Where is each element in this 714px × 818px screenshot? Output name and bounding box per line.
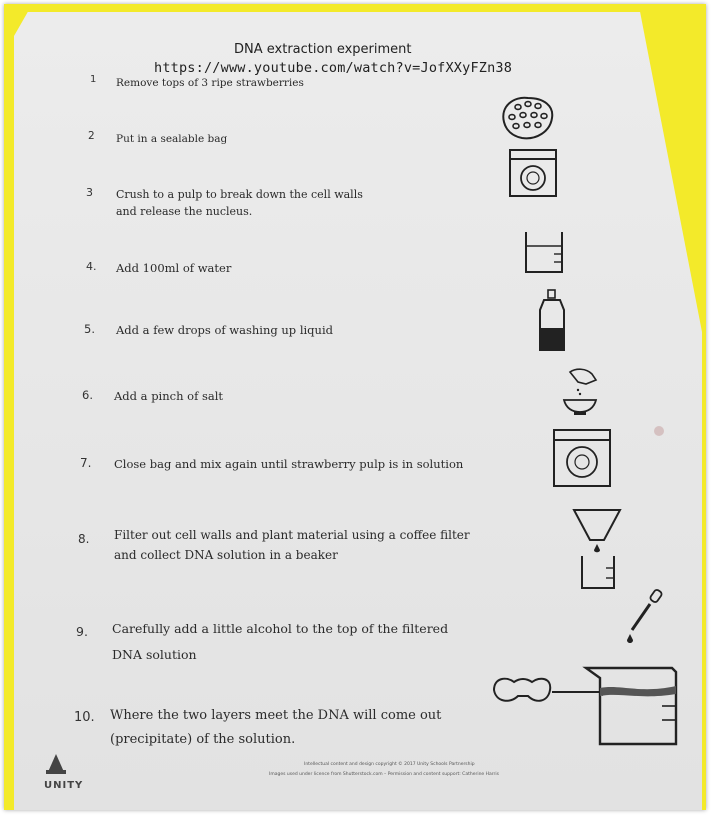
video-url: https://www.youtube.com/watch?v=JofXXyFZn38 — [154, 60, 513, 76]
sealable-bag-icon — [508, 148, 560, 200]
step-number: 1 — [90, 74, 97, 85]
paper-stain — [654, 426, 664, 436]
goggles-beaker-icon — [490, 664, 682, 748]
step-number: 10. — [74, 710, 95, 725]
washing-up-liquid-icon — [536, 288, 568, 354]
photo-frame — [4, 4, 706, 810]
step-text: Where the two layers meet the DNA will come out — [110, 708, 442, 723]
image-licence-line: Images used under licence from Shutterstock.com – Permission and content support: Catherine Harris — [269, 772, 499, 777]
step-text: Crush to a pulp to break down the cell walls — [116, 188, 363, 201]
step-number: 6. — [82, 388, 93, 402]
unity-logo-text: UNITY — [44, 780, 84, 791]
step-number: 5. — [84, 322, 95, 336]
step-text-line2: and collect DNA solution in a beaker — [114, 548, 338, 562]
step-text: Carefully add a little alcohol to the top of the filtered — [112, 621, 449, 636]
sealable-bag-icon — [550, 426, 616, 490]
step-text-line2: (precipitate) of the solution. — [110, 732, 296, 747]
salt-pinch-icon — [556, 366, 604, 416]
step-text: Put in a sealable bag — [116, 133, 228, 145]
step-text: Add 100ml of water — [116, 261, 232, 275]
step-text: Close bag and mix again until strawberry pulp is in solution — [114, 457, 464, 471]
step-number: 4. — [86, 260, 97, 273]
step-text-line2: DNA solution — [112, 647, 197, 662]
step-number: 7. — [80, 456, 92, 470]
step-number: 3 — [86, 186, 93, 199]
step-text: Add a few drops of washing up liquid — [116, 323, 333, 337]
unity-logo-icon — [42, 752, 102, 776]
step-number: 8. — [78, 532, 90, 546]
step-number: 9. — [76, 624, 88, 639]
step-text: Remove tops of 3 ripe strawberries — [116, 77, 304, 89]
step-number: 2 — [88, 130, 95, 142]
coffee-filter-icon — [570, 504, 624, 592]
dropper-icon — [622, 588, 668, 648]
step-text-line2: and release the nucleus. — [116, 205, 253, 218]
copyright-line: Intellectual content and design copyright © 2017 Unity Schools Partnership — [304, 762, 475, 767]
beaker-icon — [520, 228, 568, 278]
strawberry-icon — [496, 92, 558, 142]
step-text: Filter out cell walls and plant material using a coffee filter — [114, 528, 470, 542]
step-text: Add a pinch of salt — [114, 389, 224, 403]
page-title: DNA extraction experiment — [234, 42, 412, 57]
